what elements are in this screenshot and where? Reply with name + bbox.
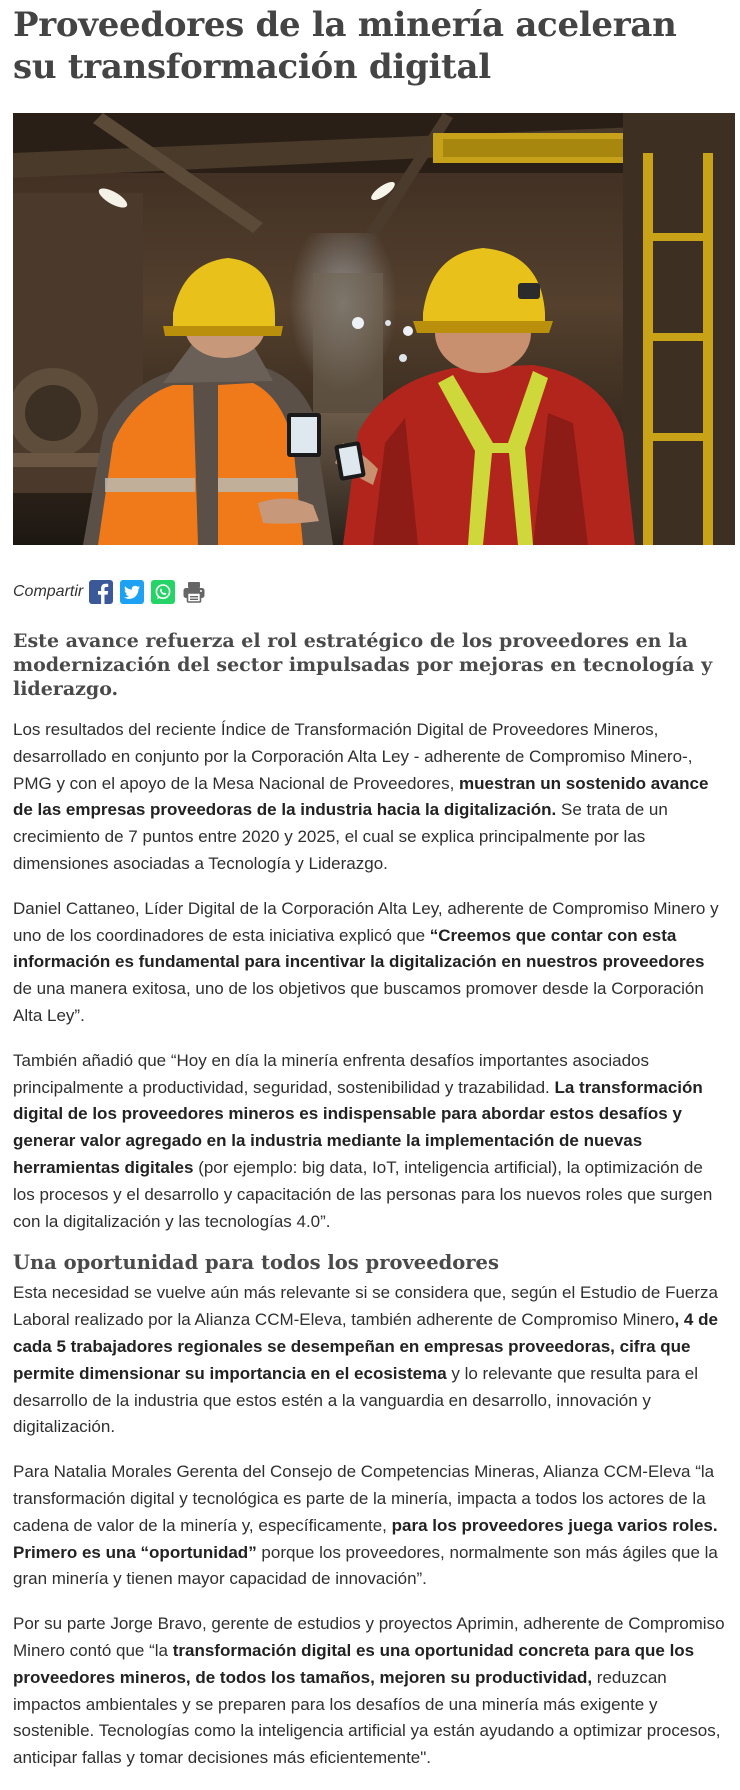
share-bar (13, 577, 727, 607)
paragraph-6: Por su parte Jorge Bravo, gerente de estudios y proyectos Aprimin, adherente de Compromiso Minero contó que “la transformación digital es una oportunidad concreta para que los proveedores mineros, de todos los tamaños, mejoren su productividad, reduzcan impactos ambientales y se preparen para los desafíos de una minería más exigente y sostenible. Tecnologías como la inteligencia artificial ya están ayudando a optimizar procesos, anticipar fallas y tomar decisiones más eficientemente". (13, 1614, 725, 1768)
paragraph-4: Esta necesidad se vuelve aún más relevante si se considera que, según el Estudio de Fuerza Laboral realizado por la Alianza CCM-Eleva, también adherente de Compromiso Minero, 4 de cada 5 trabajadores regionales se desempeñan en empresas proveedoras, cifra que permite dimensionar su importancia en el ecosistema y lo relevante que resulta para el desarrollo de la industria que estos estén a la vanguardia en desarrollo, innovación y digitalización. (13, 1283, 718, 1437)
paragraph-5: Para Natalia Morales Gerenta del Consejo de Competencias Mineras, Alianza CCM-Eleva “la transformación digital y tecnológica es parte de la minería, impacta a todos los actores de la cadena de valor de la minería y, específicamente, para los proveedores juega varios roles. Primero es una “oportunidad” porque los proveedores, normalmente son más ágiles que la gran minería y tienen mayor capacidad de innovación”. (13, 1462, 718, 1589)
section-heading: Una oportunidad para todos los proveedores (13, 1251, 499, 1275)
article-lead: Este avance refuerza el rol estratégico de los proveedores en la modernización del sector impulsadas por mejoras en tecnología y liderazgo. (13, 630, 713, 700)
print-icon[interactable] (182, 580, 206, 604)
paragraph-3: También añadió que “Hoy en día la minería enfrenta desafíos importantes asociados principalmente a productividad, seguridad, sostenibilidad y trazabilidad. La transformación digital de los proveedores mineros es indispensable para abordar estos desafíos y generar valor agregado en la industria mediante la implementación de nuevas herramientas digitales (por ejemplo: big data, IoT, inteligencia artificial), la optimización de los procesos y el desarrollo y capacitación de las personas para los nuevos roles que surgen con la digitalización y las tecnologías 4.0”. (13, 1050, 713, 1231)
article (0, 4, 740, 1772)
facebook-icon[interactable] (89, 580, 113, 604)
share-label: Compartir (13, 583, 84, 600)
twitter-icon[interactable] (120, 580, 144, 604)
whatsapp-icon[interactable] (151, 580, 175, 604)
page-title: Proveedores de la minería aceleran su transformación digital (13, 5, 677, 87)
paragraph-1: Los resultados del reciente Índice de Transformación Digital de Proveedores Mineros, desarrollado en conjunto por la Corporación Alta Ley - adherente de Compromiso Minero-, PMG y con el apoyo de la Mesa Nacional de Proveedores, muestran un sostenido avance de las empresas proveedoras de la industria hacia la digitalización. Se trata de un crecimiento de 7 puntos entre 2020 y 2025, el cual se explica principalmente por las dimensiones asociadas a Tecnología y Liderazgo. (13, 720, 709, 873)
hero-image (13, 113, 735, 545)
paragraph-2: Daniel Cattaneo, Líder Digital de la Corporación Alta Ley, adherente de Compromiso Minero y uno de los coordinadores de esta iniciativa explicó que “Creemos que contar con esta información es fundamental para incentivar la digitalización en nuestros proveedores de una manera exitosa, uno de los objetivos que buscamos promover desde la Corporación Alta Ley”. (13, 898, 719, 1025)
